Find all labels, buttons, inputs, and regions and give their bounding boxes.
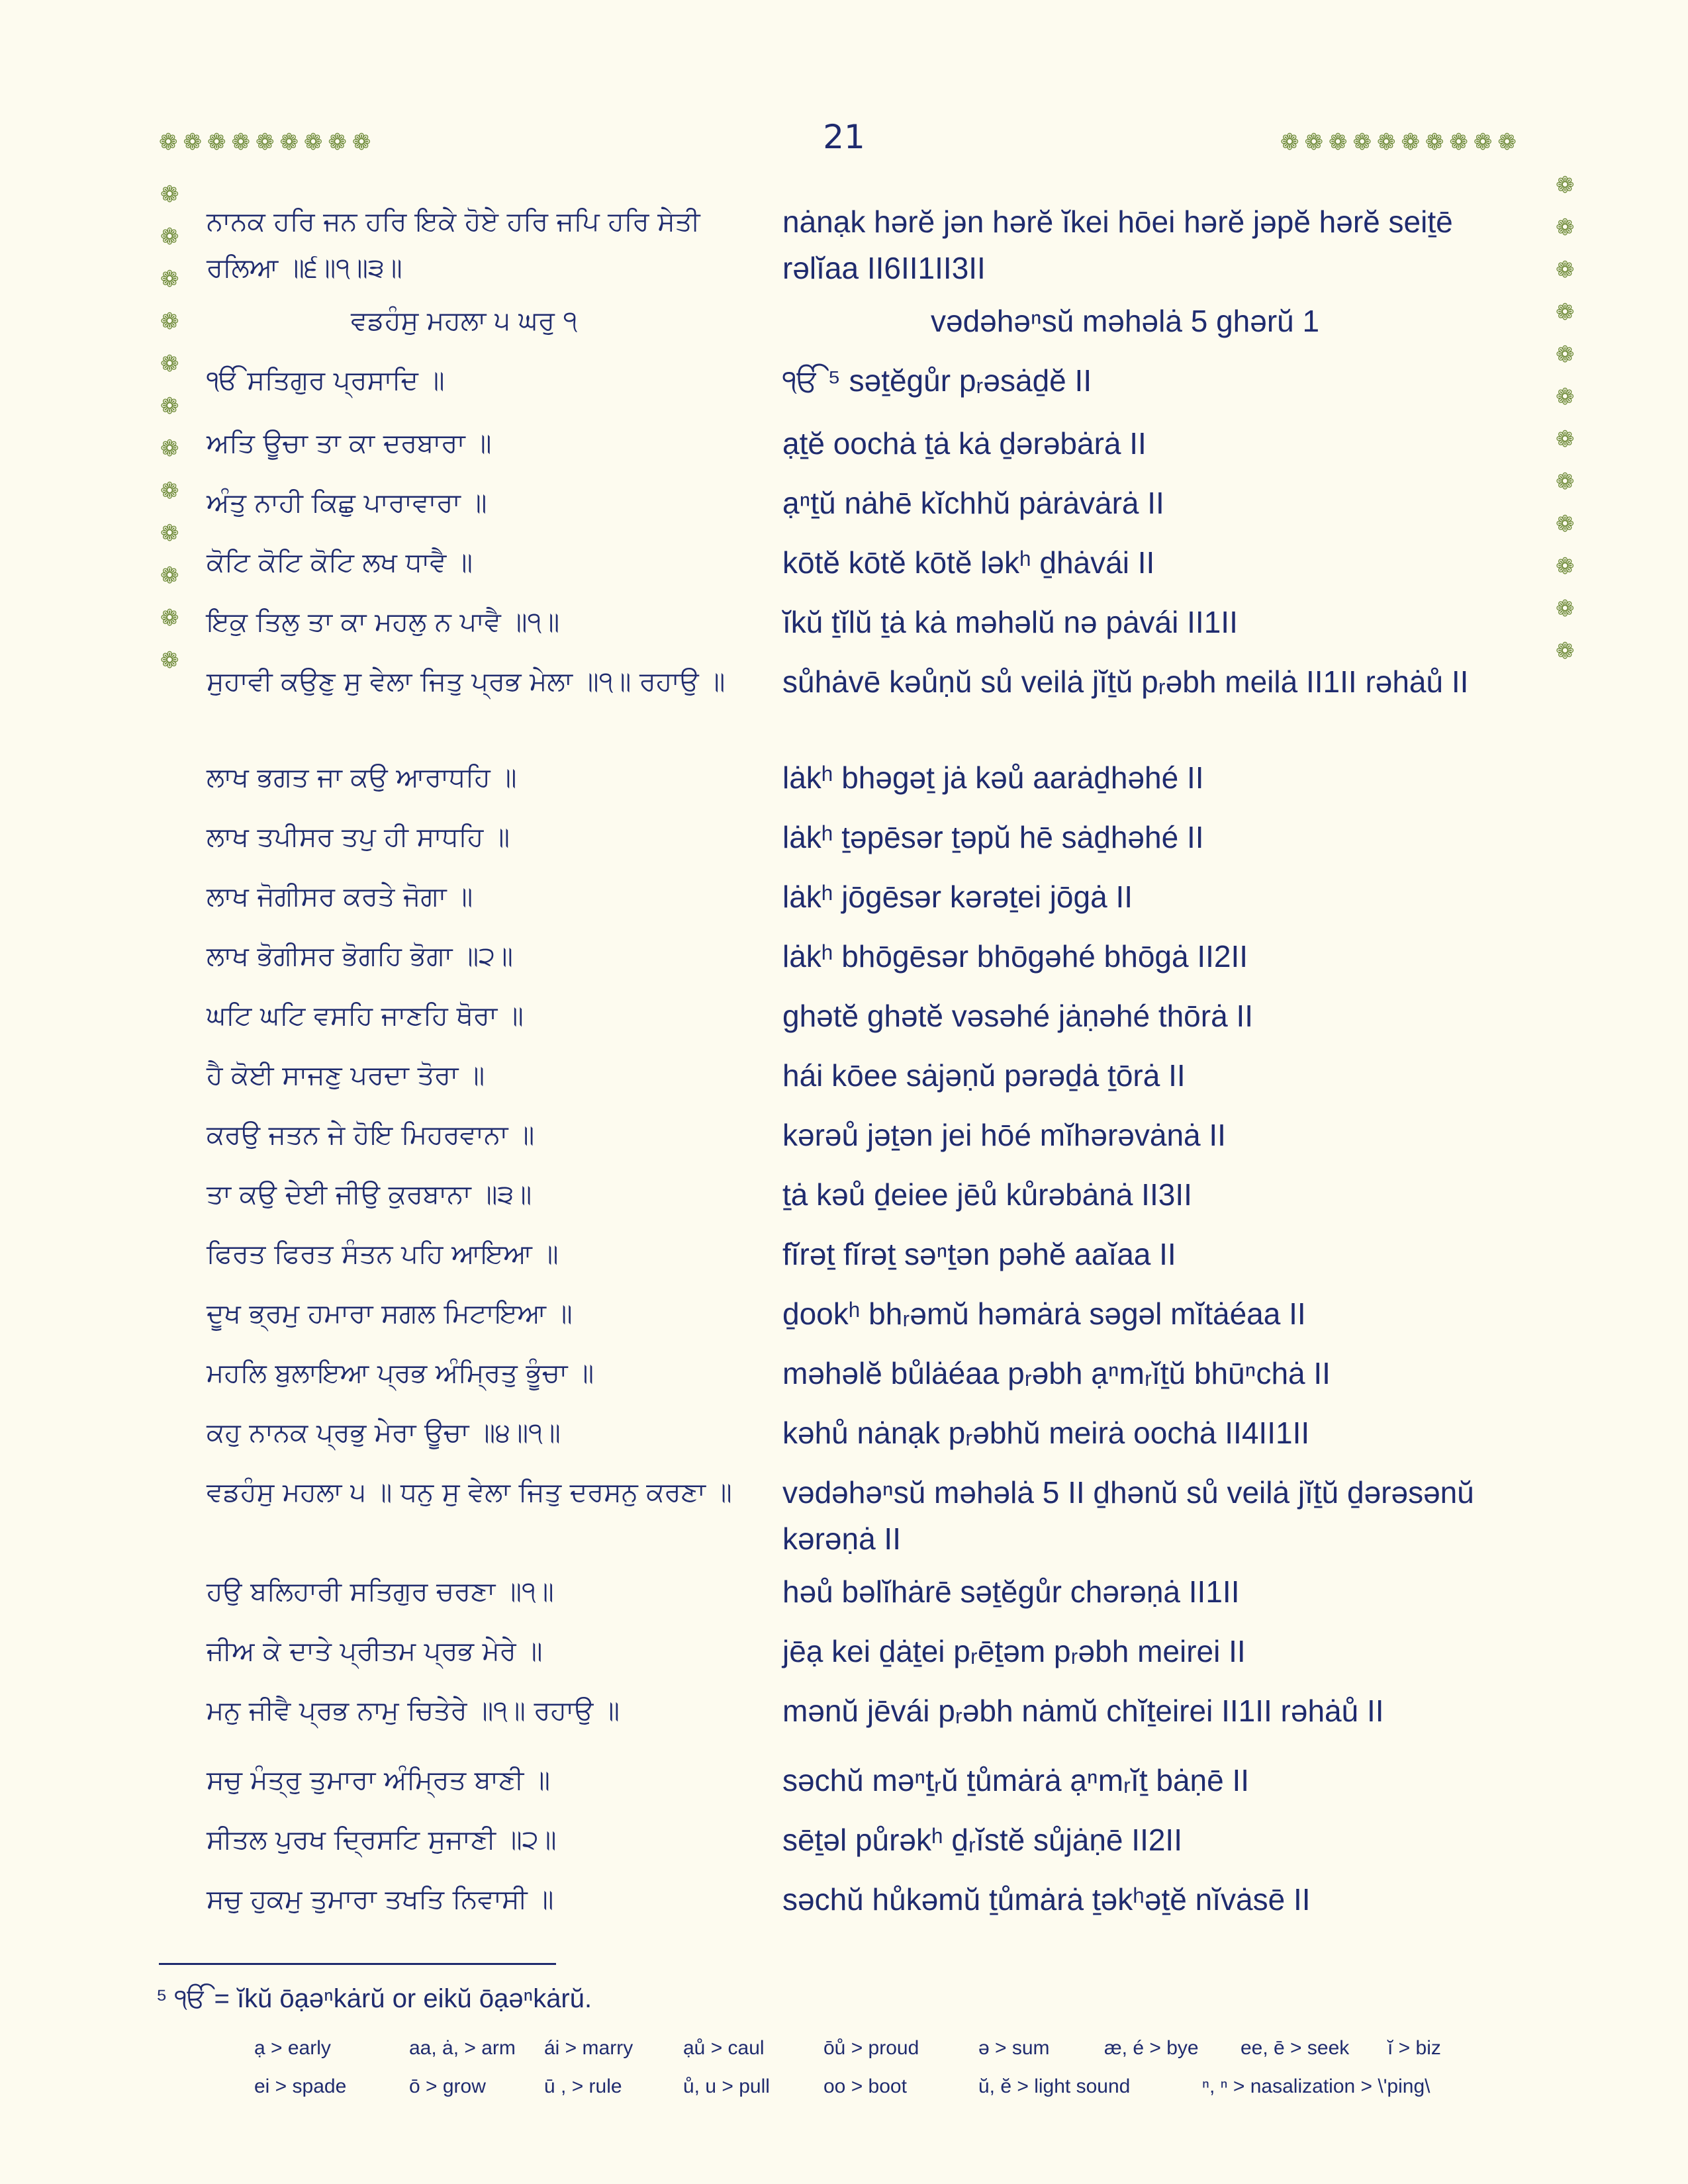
flower-border-left: ❁ ❁ ❁ ❁ ❁ ❁ ❁ ❁ ❁ ❁ ❁ ❁: [160, 181, 179, 674]
gurmukhi-text: ਅਤਿ ਊਚਾ ਤਾ ਕਾ ਦਰਬਾਰਾ ॥: [207, 428, 492, 459]
legend-item: ee, ē > seek: [1241, 2037, 1350, 2059]
transliteration-text: fĭrəṯ fĭrəṯ səⁿṯən pəhĕ aaĭaa II: [782, 1237, 1176, 1271]
gurmukhi-text: ਸੁਹਾਵੀ ਕਉਣੁ ਸੁ ਵੇਲਾ ਜਿਤੁ ਪ੍ਰਭ ਮੇਲਾ ॥੧॥ ਰਹਾਉ ॥: [207, 666, 726, 697]
transliteration-text: ੴ ⁵ səṯĕgůr pᵣəsȧḏĕ II: [782, 363, 1092, 398]
page-number: 21: [823, 118, 865, 156]
legend-item: ⁿ, ⁿ > nasalization > \'ping\: [1202, 2075, 1430, 2097]
flower-border-top-right: ❁❁❁❁❁❁❁❁❁❁: [1280, 129, 1522, 156]
gurmukhi-text: ਕੋਟਿ ਕੋਟਿ ਕੋਟਿ ਲਖ ਧਾਵੈ ॥: [207, 547, 473, 578]
gurmukhi-text: ਸਚੁ ਮੰਤ੍ਰੁ ਤੁਮਾਰਾ ਅੰਮ੍ਰਿਤ ਬਾਣੀ ॥: [207, 1765, 550, 1796]
gurmukhi-text: ਨਾਨਕ ਹਰਿ ਜਨ ਹਰਿ ਇਕੇ ਹੋਏ ਹਰਿ ਜਪਿ ਹਰਿ ਸੇਤੀ ਰਲਿਆ ॥੬॥੧॥੩॥: [207, 206, 700, 283]
legend-item: ū , > rule: [544, 2075, 622, 2097]
gurmukhi-text: ਤਾ ਕਉ ਦੇਈ ਜੀਉ ਕੁਰਬਾਨਾ ॥੩॥: [207, 1179, 532, 1210]
legend-item: ōů > proud: [823, 2037, 919, 2059]
transliteration-text: ĭkŭ ṯĭlŭ ṯȧ kȧ məhəlŭ nə pȧvái II1II: [782, 605, 1238, 639]
transliteration-text: vədəhəⁿsŭ məhəlȧ 5 II ḏhənŭ sů veilȧ jĭṯŭ ḏərəsənŭ kərəṇȧ II: [782, 1475, 1474, 1556]
transliteration-text: lȧkʰ bhəgəṯ jȧ kəů aarȧḏhəhé II: [782, 760, 1204, 795]
gurmukhi-text: ਵਡਹੰਸੁ ਮਹਲਾ ੫ ਘਰੁ ੧: [351, 306, 578, 336]
legend-item: ei > spade: [254, 2075, 347, 2097]
transliteration-text: ḏookʰ bhᵣəmŭ həmȧrȧ səgəl mĭtȧéaa II: [782, 1297, 1306, 1331]
flower-border-right: ❁ ❁ ❁ ❁ ❁ ❁ ❁ ❁ ❁ ❁ ❁ ❁: [1556, 172, 1575, 664]
legend-item: ŭ, ĕ > light sound: [978, 2075, 1131, 2097]
legend-item: ái > marry: [544, 2037, 633, 2059]
transliteration-text: ghətĕ ghətĕ vəsəhé jȧṇəhé thōrȧ II: [782, 999, 1254, 1033]
gurmukhi-text: ਸੀਤਲ ਪੁਰਖ ਦ੍ਰਿਸਟਿ ਸੁਜਾਣੀ ॥੨॥: [207, 1825, 557, 1855]
footnote-divider: [159, 1963, 556, 1965]
legend-item: aa, ȧ, > arm: [409, 2037, 516, 2059]
gurmukhi-text: ਲਾਖ ਭਗਤ ਜਾ ਕਉ ਆਰਾਧਹਿ ॥: [207, 762, 517, 793]
legend-item: ĭ > biz: [1387, 2037, 1441, 2059]
footnote: ⁵ ੴ = ĭkŭ ōạəⁿkȧrŭ or eikŭ ōạəⁿkȧrŭ.: [156, 1984, 592, 2013]
transliteration-text: lȧkʰ jōgēsər kərəṯei jōgȧ II: [782, 880, 1133, 914]
transliteration-text: ạṯĕ oochȧ ṯȧ kȧ ḏərəbȧrȧ II: [782, 426, 1147, 461]
transliteration-text: kərəů jəṯən jei hōé mĭhərəvȧnȧ II: [782, 1118, 1226, 1152]
transliteration-text: kəhů nȧnạk pᵣəbhŭ meirȧ oochȧ II4II1II: [782, 1416, 1310, 1450]
flower-border-top-left: ❁❁❁❁❁❁❁❁❁: [159, 129, 377, 156]
transliteration-text: səchŭ məⁿṯᵣŭ ṯůmȧrȧ ạⁿmᵣĭṯ bȧṇē II: [782, 1763, 1250, 1797]
legend-item: ō > grow: [409, 2075, 486, 2097]
transliteration-text: məhəlĕ bůlȧéaa pᵣəbh ạⁿmᵣĭṯŭ bhūⁿchȧ II: [782, 1356, 1331, 1390]
transliteration-text: lȧkʰ ṯəpēsər ṯəpŭ hē sȧḏhəhé II: [782, 820, 1204, 854]
gurmukhi-text: ਲਾਖ ਭੋਗੀਸਰ ਭੋਗਹਿ ਭੋਗਾ ॥੨॥: [207, 941, 513, 972]
transliteration-text: səchŭ hůkəmŭ ṯůmȧrȧ ṯəkʰəṯĕ nĭvȧsē II: [782, 1882, 1311, 1917]
gurmukhi-text: ਘਟਿ ਘਟਿ ਵਸਹਿ ਜਾਣਹਿ ਥੋਰਾ ॥: [207, 1001, 524, 1031]
legend-item: æ, é > bye: [1104, 2037, 1199, 2059]
gurmukhi-text: ਫਿਰਤ ਫਿਰਤ ਸੰਤਨ ਪਹਿ ਆਇਆ ॥: [207, 1239, 559, 1269]
gurmukhi-text: ਜੀਅ ਕੇ ਦਾਤੇ ਪ੍ਰੀਤਮ ਪ੍ਰਭ ਮੇਰੇ ॥: [207, 1636, 543, 1666]
legend-item: ạů > caul: [683, 2037, 765, 2059]
transliteration-text: sēṯəl půrəkʰ ḏᵣĭstĕ sůjȧṇē II2II: [782, 1823, 1182, 1857]
gurmukhi-text: ੴ ਸਤਿਗੁਰ ਪ੍ਰਸਾਦਿ ॥: [207, 365, 445, 396]
gurmukhi-text: ਲਾਖ ਤਪੀਸਰ ਤਪੁ ਹੀ ਸਾਧਹਿ ॥: [207, 822, 510, 852]
transliteration-text: hái kōee sȧjəṇŭ pərəḏȧ ṯōrȧ II: [782, 1058, 1186, 1093]
transliteration-text: ạⁿṯŭ nȧhē kĭchhŭ pȧrȧvȧrȧ II: [782, 486, 1164, 520]
transliteration-text: lȧkʰ bhōgēsər bhōgəhé bhōgȧ II2II: [782, 939, 1248, 974]
transliteration-text: jēạ kei ḏȧṯei pᵣēṯəm pᵣəbh meirei II: [782, 1634, 1246, 1668]
transliteration-text: həů bəlĭhȧrē səṯĕgůr chərəṇȧ II1II: [782, 1574, 1240, 1609]
gurmukhi-text: ਮਹਲਿ ਬੁਲਾਇਆ ਪ੍ਰਭ ਅੰਮ੍ਰਿਤੁ ਭੂੰਚਾ ॥: [207, 1358, 594, 1388]
gurmukhi-text: ਹੈ ਕੋਈ ਸਾਜਣੁ ਪਰਦਾ ਤੋਰਾ ॥: [207, 1060, 485, 1091]
gurmukhi-text: ਮਨੁ ਜੀਵੈ ਪ੍ਰਭ ਨਾਮੁ ਚਿਤੇਰੇ ॥੧॥ ਰਹਾਉ ॥: [207, 1696, 620, 1726]
legend-item: ə > sum: [978, 2037, 1050, 2059]
transliteration-text: ṯȧ kəů ḏeiee jēů kůrəbȧnȧ II3II: [782, 1177, 1192, 1212]
transliteration-text: nȧnạk hərĕ jən hərĕ ĭkei hōei hərĕ jəpĕ hərĕ seiṯē rəlĭaa II6II1II3II: [782, 205, 1453, 285]
transliteration-text: kōtĕ kōtĕ kōtĕ ləkʰ ḏhȧvái II: [782, 545, 1155, 580]
gurmukhi-text: ਹਉ ਬਲਿਹਾਰੀ ਸਤਿਗੁਰ ਚਰਣਾ ॥੧॥: [207, 1576, 554, 1607]
gurmukhi-text: ਕਹੁ ਨਾਨਕ ਪ੍ਰਭੁ ਮੇਰਾ ਊਚਾ ॥੪॥੧॥: [207, 1418, 561, 1448]
transliteration-text: vədəhəⁿsŭ məhəlȧ 5 ghərŭ 1: [931, 304, 1320, 338]
gurmukhi-text: ਲਾਖ ਜੋਗੀਸਰ ਕਰਤੇ ਜੋਗਾ ॥: [207, 882, 473, 912]
gurmukhi-text: ਸਚੁ ਹੁਕਮੁ ਤੁਮਾਰਾ ਤਖਤਿ ਨਿਵਾਸੀ ॥: [207, 1884, 554, 1915]
gurmukhi-text: ਵਡਹੰਸੁ ਮਹਲਾ ੫ ॥ ਧਨੁ ਸੁ ਵੇਲਾ ਜਿਤੁ ਦਰਸਨੁ ਕਰਣਾ ॥: [207, 1477, 732, 1508]
gurmukhi-text: ਇਕੁ ਤਿਲੁ ਤਾ ਕਾ ਮਹਲੁ ਨ ਪਾਵੈ ॥੧॥: [207, 607, 560, 637]
legend-item: ů, u > pull: [683, 2075, 770, 2097]
transliteration-text: sůhȧvē kəůṇŭ sů veilȧ jĭṯŭ pᵣəbh meilȧ II1II rəhȧů II: [782, 664, 1469, 699]
legend-item: ạ > early: [254, 2037, 331, 2059]
legend-item: oo > boot: [823, 2075, 907, 2097]
gurmukhi-text: ਕਰਉ ਜਤਨ ਜੇ ਹੋਇ ਮਿਹਰਵਾਨਾ ॥: [207, 1120, 535, 1150]
transliteration-text: mənŭ jēvái pᵣəbh nȧmŭ chĭṯeirei II1II rəhȧů II: [782, 1694, 1384, 1728]
gurmukhi-text: ਦੂਖ ਭ੍ਰਮੁ ਹਮਾਰਾ ਸਗਲ ਮਿਟਾਇਆ ॥: [207, 1298, 573, 1329]
gurmukhi-text: ਅੰਤੁ ਨਾਹੀ ਕਿਛੁ ਪਾਰਾਵਾਰਾ ॥: [207, 488, 487, 518]
